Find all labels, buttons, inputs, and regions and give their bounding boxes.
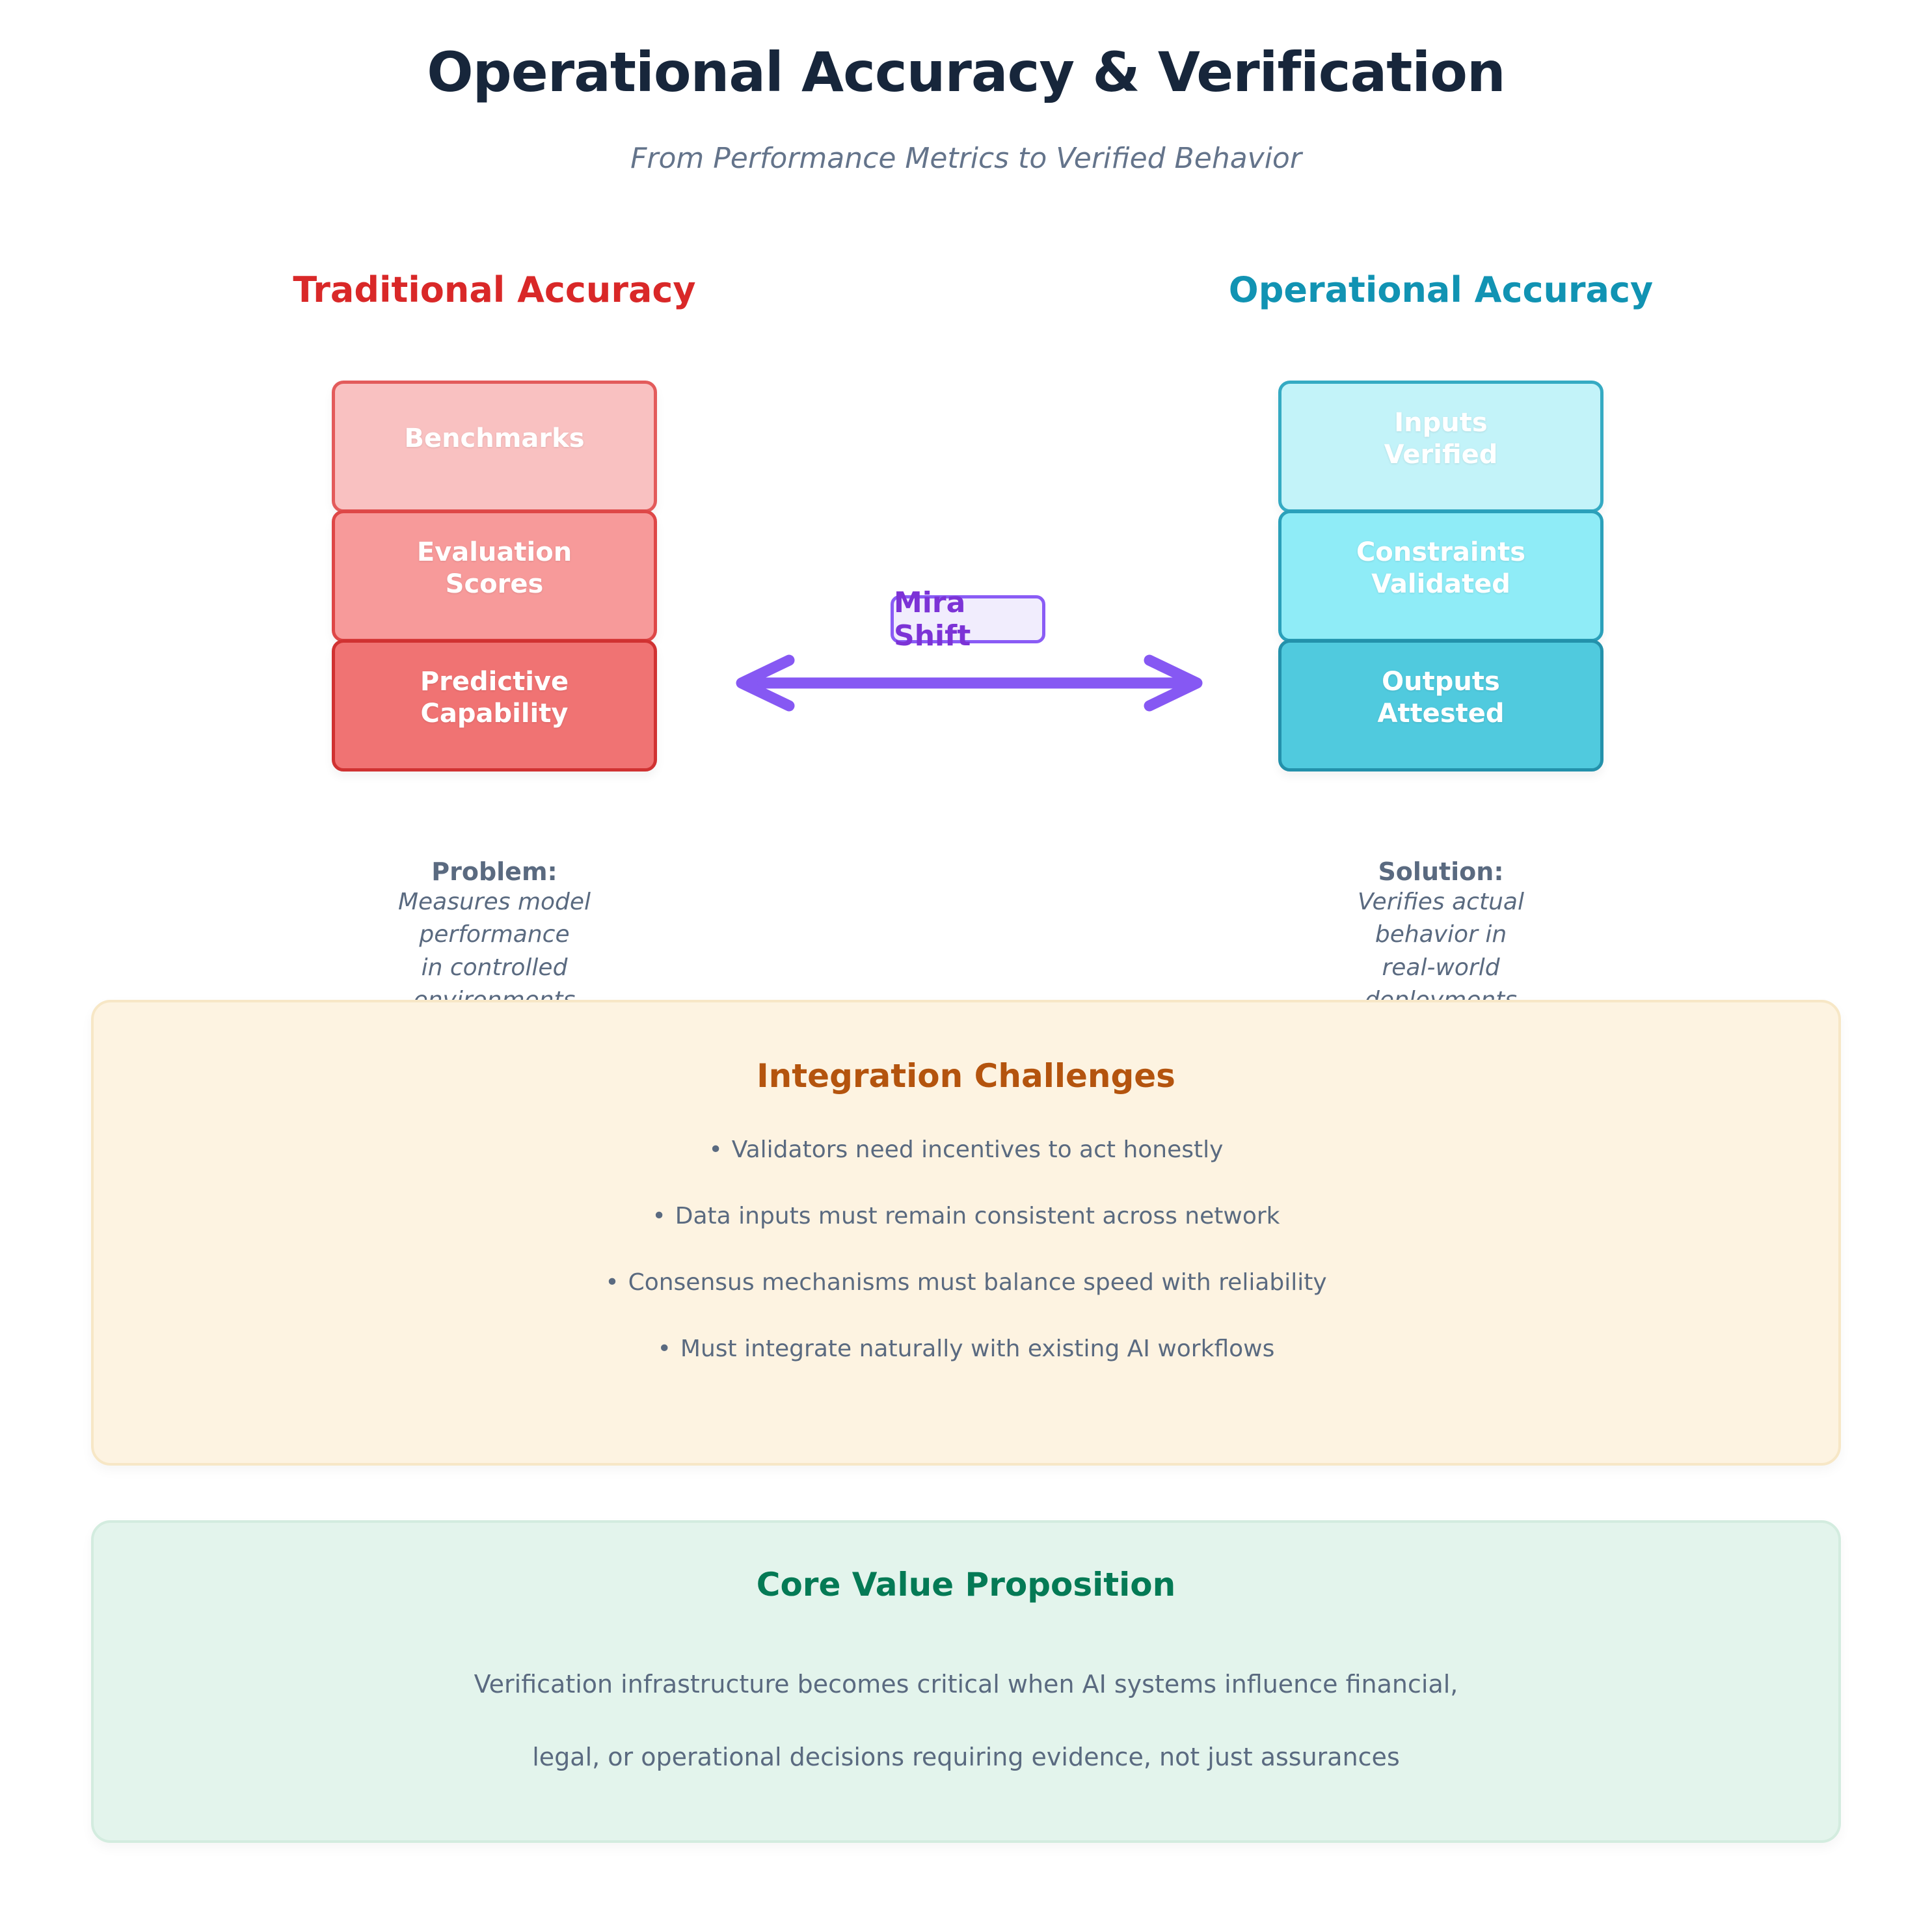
inputs-verified-label-line: Inputs [1394,407,1488,438]
outputs-attested-label-line: Outputs [1382,666,1500,697]
integration-challenges-list [94,1117,1838,1382]
solution-caption-line: real-world [1382,954,1500,981]
evaluation-scores-label-line: Evaluation [416,537,572,567]
operational-stack [1278,381,1603,771]
inputs-verified-box [1278,381,1603,513]
problem-caption-title: Problem: [431,857,557,886]
traditional-stack [332,381,657,771]
predictive-capability-label-line: Predictive [420,666,569,697]
core-value-panel [91,1520,1841,1843]
predictive-capability-label-line: Capability [420,698,569,729]
double-headed-arrow-icon [712,651,1226,716]
challenge-bullet-item: • Validators need incentives to act honestly [94,1117,1838,1183]
constraints-validated-label-line: Validated [1371,569,1510,599]
integration-challenges-heading: Integration Challenges [757,1057,1175,1095]
problem-caption-line: performance [419,921,570,948]
core-value-lines [94,1648,1838,1793]
benchmarks-label-line: Benchmarks [404,423,585,454]
core-value-heading: Core Value Proposition [756,1566,1176,1603]
solution-caption [1262,857,1620,1017]
integration-challenges-panel [91,1000,1841,1466]
evaluation-scores-label-line: Scores [445,569,544,599]
outputs-attested-label-line: Attested [1377,698,1505,729]
constraints-validated-box [1278,510,1603,642]
challenge-bullet-item: • Must integrate naturally with existing AI workflows [94,1316,1838,1382]
page-subtitle: From Performance Metrics to Verified Behavior [630,142,1302,175]
problem-caption-line: Measures model [397,889,591,915]
page-title: Operational Accuracy & Verification [427,40,1505,104]
traditional-accuracy-heading: Traditional Accuracy [293,269,696,310]
evaluation-scores-box [332,510,657,642]
solution-caption-line: behavior in [1375,921,1507,948]
challenge-bullet-item: • Data inputs must remain consistent across network [94,1183,1838,1250]
challenge-bullet-item: • Consensus mechanisms must balance speed with reliability [94,1250,1838,1316]
inputs-verified-label-line: Verified [1384,439,1498,470]
constraints-validated-label-line: Constraints [1356,537,1526,567]
problem-caption-line: in controlled [421,954,568,981]
core-value-line: Verification infrastructure becomes critical when AI systems influence financial, [474,1670,1458,1698]
solution-caption-line: Verifies actual [1358,889,1524,915]
operational-accuracy-heading: Operational Accuracy [1228,269,1654,310]
solution-caption-lines [1262,886,1620,1017]
solution-caption-title: Solution: [1378,857,1504,886]
benchmarks-box [332,381,657,513]
outputs-attested-box [1278,639,1603,771]
predictive-capability-box [332,639,657,771]
mira-shift-badge: Mira Shift [891,595,1045,643]
problem-caption [315,857,673,1017]
problem-caption-lines [315,886,673,1017]
core-value-line: legal, or operational decisions requiring evidence, not just assurances [532,1743,1400,1771]
